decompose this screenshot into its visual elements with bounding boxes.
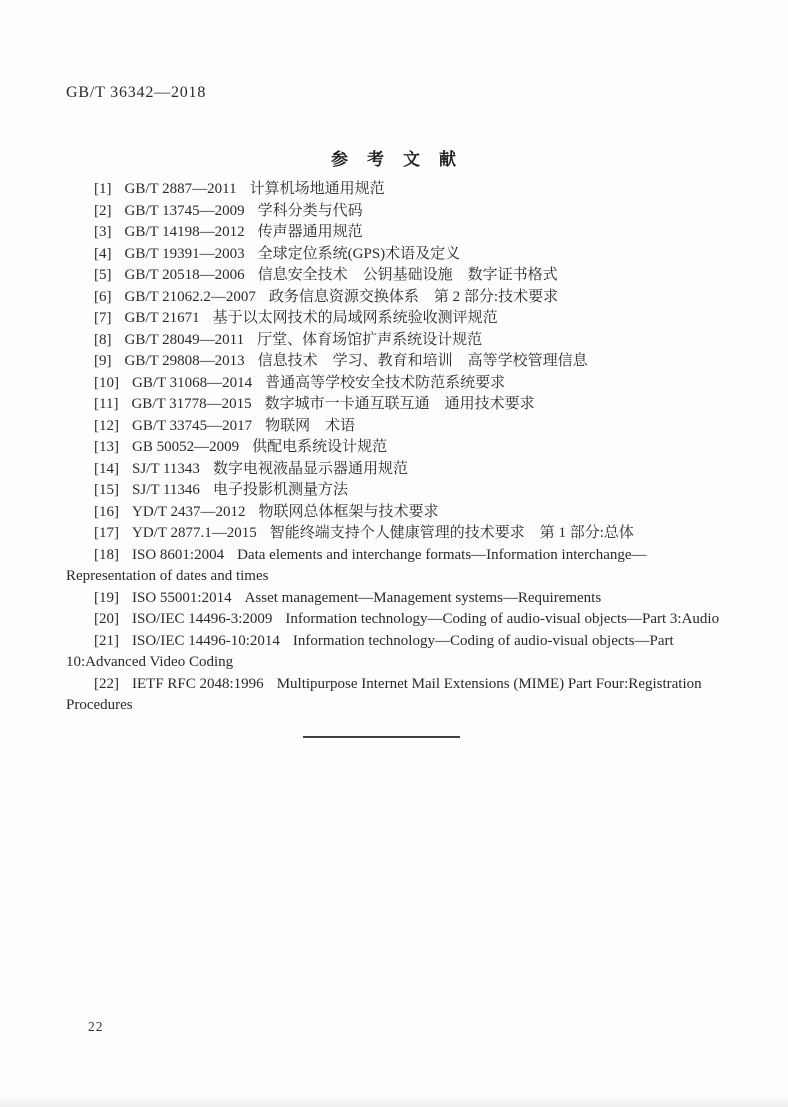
reference-number: [3] (94, 224, 112, 240)
reference-number: [9] (94, 353, 112, 369)
reference-code: GB/T 31068—2014 (132, 374, 253, 391)
reference-code: GB/T 29808—2013 (124, 353, 245, 369)
reference-code: GB/T 19391—2003 (124, 245, 245, 262)
reference-title: Data elements and interchange formats—Information interchange—Representation of dates and times (66, 546, 647, 584)
reference-title: 信息安全技术 公钥基础设施 数字证书格式 (257, 267, 558, 283)
reference-title: 学科分类与代码 (257, 202, 363, 219)
reference-number: [15] (94, 482, 119, 498)
reference-item (66, 437, 724, 459)
reference-code: GB/T 2887—2011 (124, 181, 237, 197)
reference-title: 厅堂、体育场馆扩声系统设计规范 (257, 331, 483, 348)
reference-title: Multipurpose Internet Mail Extensions (MIME) Part Four:Registration Procedures (66, 675, 702, 713)
reference-code: SJ/T 11346 (132, 482, 200, 498)
reference-title: 基于以太网技术的局域网系统验收测评规范 (212, 310, 498, 326)
reference-item (66, 502, 724, 524)
reference-code: GB/T 20518—2006 (124, 267, 245, 283)
reference-item (66, 287, 724, 309)
reference-code: GB/T 31778—2015 (131, 396, 252, 412)
reference-number: [13] (94, 439, 119, 455)
reference-code: GB/T 21671 (124, 310, 200, 326)
end-of-document-divider (303, 736, 460, 738)
reference-title: 智能终端支持个人健康管理的技术要求 第 1 部分:总体 (269, 525, 634, 541)
reference-item (66, 545, 724, 588)
reference-title: 普通高等学校安全技术防范系统要求 (265, 374, 506, 391)
reference-item (66, 588, 724, 610)
reference-number: [1] (94, 181, 112, 197)
reference-number: [2] (94, 202, 112, 219)
reference-item (66, 330, 724, 352)
reference-code: ISO/IEC 14496-10:2014 (132, 632, 280, 649)
reference-number: [17] (94, 525, 119, 541)
reference-item (66, 351, 724, 373)
reference-number: [20] (94, 611, 119, 627)
reference-title: 信息技术 学习、教育和培训 高等学校管理信息 (257, 353, 588, 369)
reference-item (66, 609, 724, 631)
reference-item (66, 674, 724, 717)
reference-item (66, 179, 724, 201)
reference-title: 供配电系统设计规范 (252, 439, 388, 455)
reference-item (66, 201, 724, 223)
page-title: 参 考 文 献 (331, 150, 457, 169)
reference-item (66, 308, 724, 330)
reference-title: Asset management—Management systems—Requirements (244, 589, 602, 606)
reference-number: [14] (94, 460, 119, 477)
reference-number: [22] (94, 675, 119, 692)
reference-title: 传声器通用规范 (257, 224, 363, 240)
reference-code: GB 50052—2009 (132, 439, 240, 455)
reference-number: [16] (94, 503, 119, 520)
reference-title: 物联网总体框架与技术要求 (258, 503, 439, 520)
reference-code: GB/T 21062.2—2007 (124, 288, 256, 305)
reference-number: [12] (94, 417, 119, 434)
reference-code: ISO 55001:2014 (132, 589, 232, 606)
reference-item (66, 265, 724, 287)
reference-code: GB/T 33745—2017 (132, 417, 253, 434)
reference-number: [5] (94, 267, 112, 283)
reference-code: GB/T 14198—2012 (124, 224, 245, 240)
reference-item (66, 394, 724, 416)
reference-code: GB/T 13745—2009 (124, 202, 245, 219)
reference-title: Information technology—Coding of audio-visual objects—Part 10:Advanced Video Coding (66, 632, 674, 670)
reference-code: GB/T 28049—2011 (124, 331, 245, 348)
reference-title: 政务信息资源交换体系 第 2 部分:技术要求 (268, 288, 559, 305)
reference-title: 数字电视液晶显示器通用规范 (212, 460, 408, 477)
reference-number: [4] (94, 245, 112, 262)
reference-item (66, 631, 724, 674)
reference-code: SJ/T 11343 (132, 460, 200, 477)
reference-title: 全球定位系统(GPS)术语及定义 (257, 245, 461, 262)
standard-code: GB/T 36342—2018 (66, 84, 207, 101)
reference-number: [19] (94, 589, 119, 606)
reference-title: 数字城市一卡通互联互通 通用技术要求 (264, 396, 535, 412)
reference-number: [10] (94, 374, 119, 391)
references-list (66, 179, 724, 717)
reference-item (66, 222, 724, 244)
reference-number: [7] (94, 310, 112, 326)
reference-code: ISO/IEC 14496-3:2009 (132, 611, 273, 627)
reference-item (66, 523, 724, 545)
reference-number: [6] (94, 288, 112, 305)
reference-item (66, 416, 724, 438)
reference-item (66, 459, 724, 481)
reference-number: [11] (94, 396, 119, 412)
reference-number: [8] (94, 331, 112, 348)
reference-number: [21] (94, 632, 119, 649)
reference-code: IETF RFC 2048:1996 (132, 675, 264, 692)
reference-code: ISO 8601:2004 (132, 546, 225, 563)
reference-item (66, 480, 724, 502)
reference-title: 物联网 术语 (265, 417, 356, 434)
reference-title: Information technology—Coding of audio-visual objects—Part 3:Audio (285, 611, 720, 627)
page-number: 22 (88, 1019, 104, 1034)
reference-code: YD/T 2877.1—2015 (132, 525, 257, 541)
reference-item (66, 244, 724, 266)
reference-code: YD/T 2437—2012 (132, 503, 246, 520)
reference-title: 计算机场地通用规范 (249, 181, 385, 197)
reference-item (66, 373, 724, 395)
reference-number: [18] (94, 546, 119, 563)
reference-title: 电子投影机测量方法 (212, 482, 348, 498)
